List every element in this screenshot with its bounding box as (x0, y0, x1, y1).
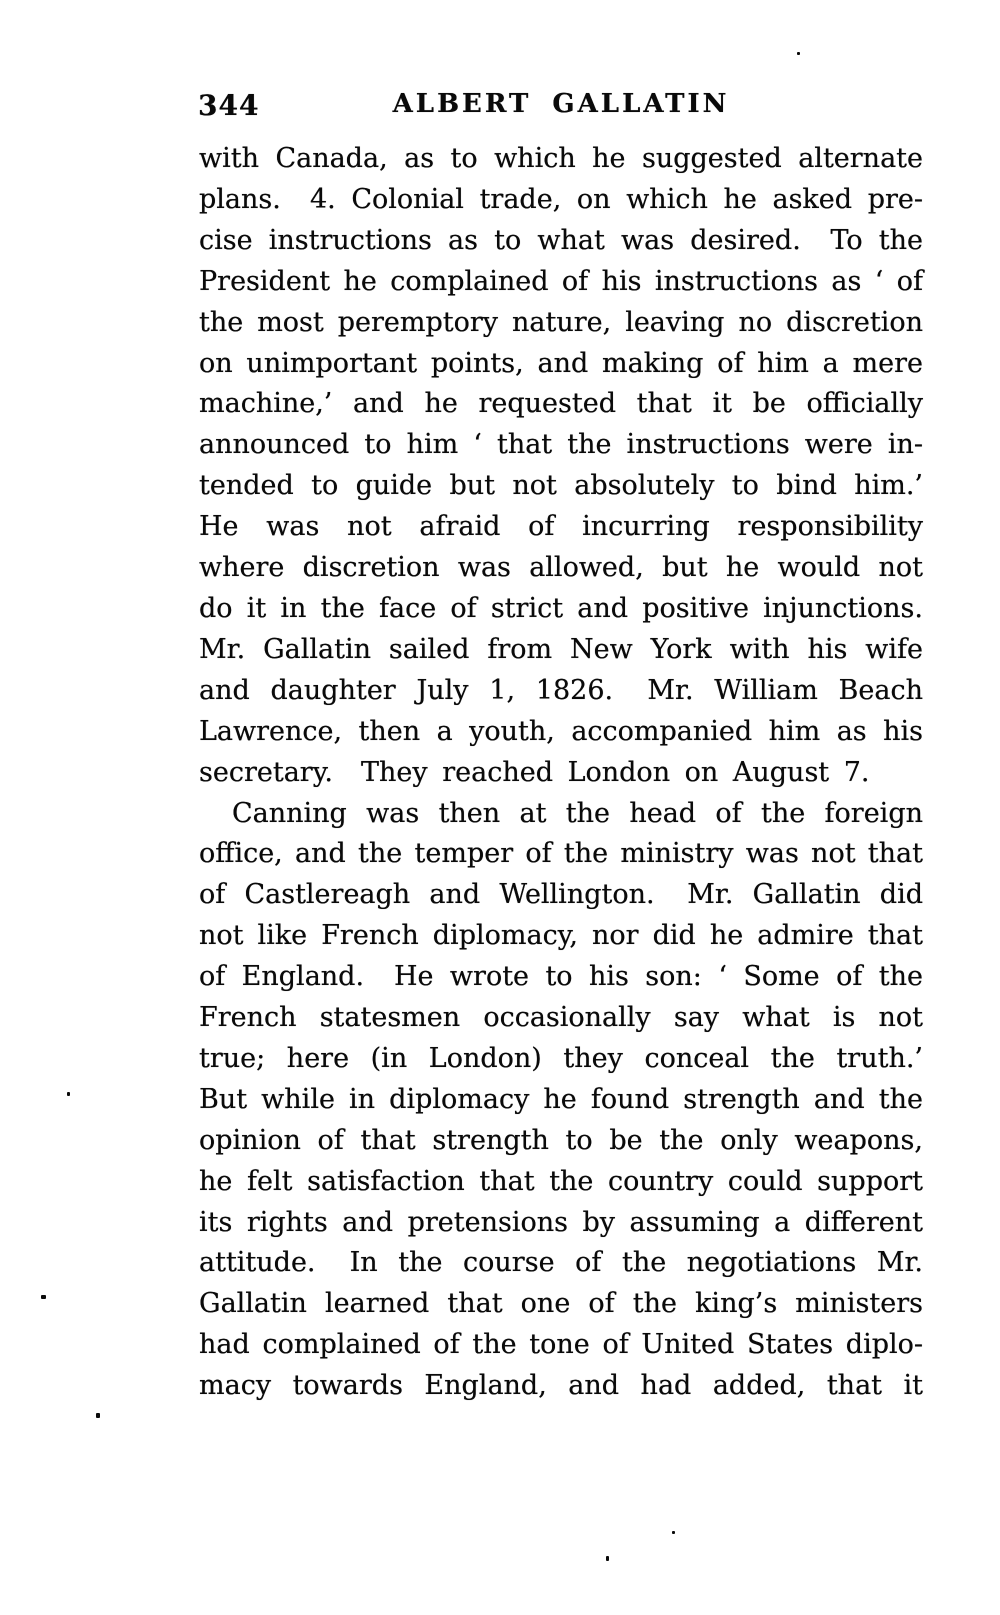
body-line: not like French diplomacy, nor did he admire that (199, 920, 923, 952)
body-line: on unimportant points, and making of him a mere (199, 347, 923, 379)
scan-speck (96, 1413, 100, 1418)
page-number: 344 (198, 89, 260, 122)
scan-speck (672, 1531, 675, 1534)
body-line: tended to guide but not absolutely to bind him.’ (199, 470, 923, 502)
body-line: announced to him ‘ that the instructions were in- (199, 429, 923, 461)
body-line: cise instructions as to what was desired. To the (199, 224, 923, 256)
body-line: macy towards England, and had added, that it (199, 1370, 923, 1402)
scan-speck (606, 1556, 609, 1561)
body-line: he felt satisfaction that the country could support (199, 1165, 923, 1197)
paragraph (199, 794, 923, 1408)
body-line: secretary. They reached London on August 7. (199, 756, 870, 788)
body-line: French statesmen occasionally say what is not (199, 1002, 923, 1034)
body-line: Canning was then at the head of the foreign (232, 797, 923, 829)
text-block (199, 139, 923, 1407)
paragraph (199, 139, 923, 794)
body-line: Mr. Gallatin sailed from New York with his wife (199, 633, 923, 665)
body-line: of England. He wrote to his son: ‘ Some of the (199, 961, 923, 993)
body-line: where discretion was allowed, but he would not (199, 552, 923, 584)
body-line: of Castlereagh and Wellington. Mr. Gallatin did (199, 879, 923, 911)
body-line: true; here (in London) they conceal the truth.’ (199, 1042, 923, 1074)
body-line: Lawrence, then a youth, accompanied him as his (199, 715, 923, 747)
body-line: do it in the face of strict and positive injunctions. (199, 592, 923, 624)
body-line: machine,’ and he requested that it be officially (199, 388, 923, 420)
body-line: with Canada, as to which he suggested alternate (199, 143, 923, 174)
scan-speck (41, 1295, 46, 1299)
body-line: Gallatin learned that one of the king’s ministers (199, 1288, 923, 1320)
body-line: But while in diplomacy he found strength and the (199, 1083, 923, 1115)
body-line: President he complained of his instructions as ‘ of (199, 265, 923, 297)
body-line: the most peremptory nature, leaving no discretion (199, 306, 923, 338)
body-line: its rights and pretensions by assuming a different (199, 1206, 923, 1238)
body-line: had complained of the tone of United States diplo- (199, 1329, 923, 1361)
scan-speck (67, 1092, 70, 1096)
page-header-title: ALBERT GALLATIN (392, 89, 730, 119)
body-line: office, and the temper of the ministry was not that (199, 838, 923, 870)
body-line: and daughter July 1, 1826. Mr. William Beach (199, 674, 923, 706)
scan-speck (797, 52, 800, 55)
body-line: He was not afraid of incurring responsibility (199, 511, 923, 543)
body-line: opinion of that strength to be the only weapons, (199, 1124, 923, 1156)
body-line: plans. 4. Colonial trade, on which he asked pre- (199, 183, 923, 215)
body-line: attitude. In the course of the negotiations Mr. (199, 1247, 923, 1279)
